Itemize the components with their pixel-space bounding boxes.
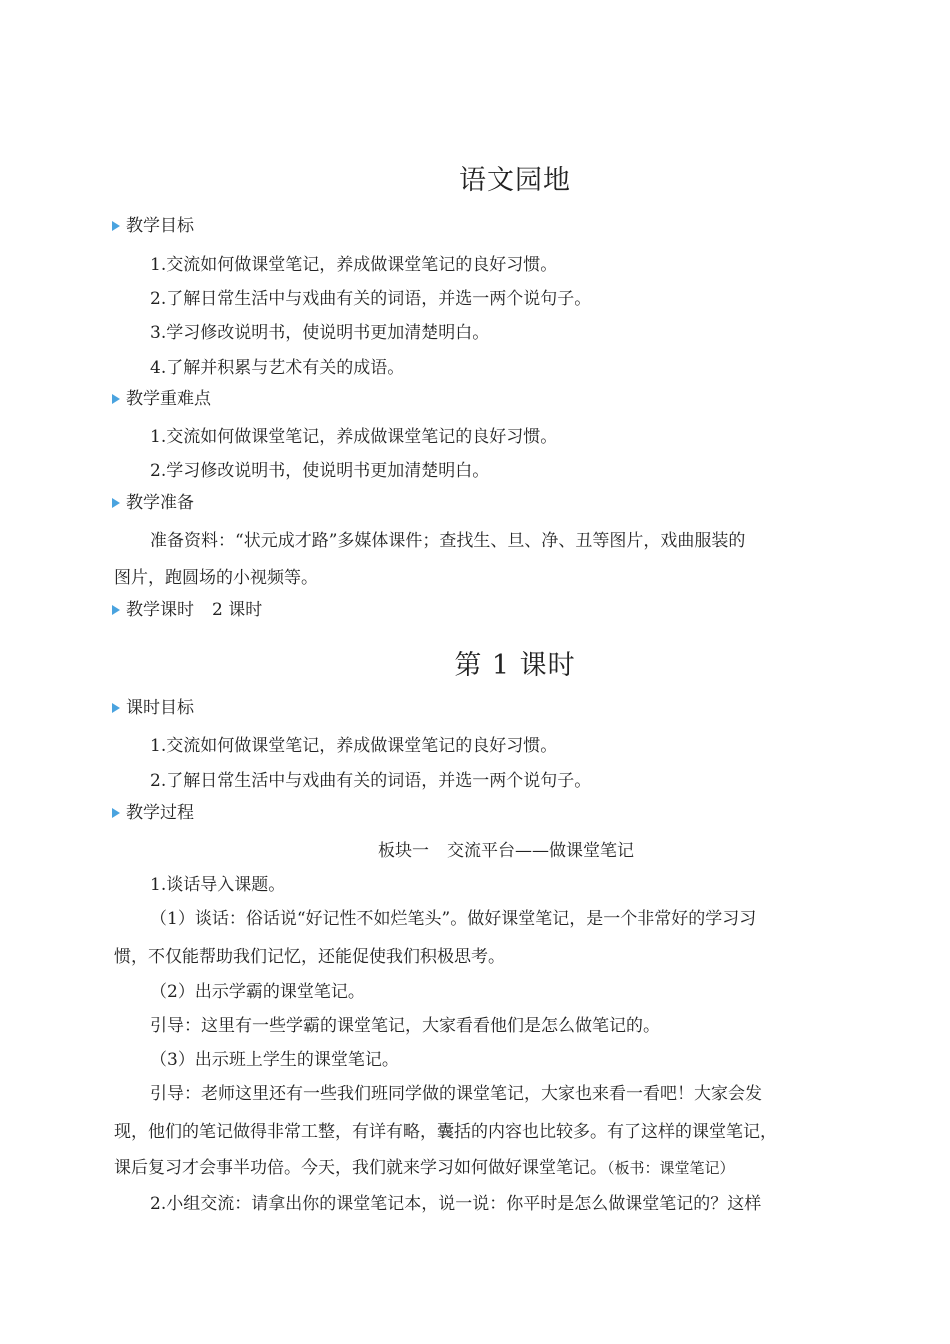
section-label: 教学准备	[126, 493, 194, 513]
lesson-goal-item: 2.了解日常生活中与戏曲有关的词语，并选一两个说句子。	[150, 771, 592, 791]
process-paragraph: （1）谈话：俗话说“好记性不如烂笔头”。做好课堂笔记，是一个非常好的学习习	[150, 909, 757, 929]
section-periods	[112, 598, 262, 622]
section-label: 教学课时	[126, 600, 194, 620]
process-text: 课后复习才会事半功倍。今天，我们就来学习如何做好课堂笔记。	[114, 1158, 607, 1178]
triangle-bullet-icon	[112, 605, 120, 615]
triangle-bullet-icon	[112, 808, 120, 818]
process-paragraph: 2.小组交流：请拿出你的课堂笔记本，说一说：你平时是怎么做课堂笔记的？这样	[150, 1194, 762, 1214]
process-paragraph	[114, 1156, 735, 1180]
periods-value: 2 课时	[212, 600, 263, 620]
objective-item: 1.交流如何做课堂笔记，养成做课堂笔记的良好习惯。	[150, 255, 558, 275]
objective-item: 4.了解并积累与艺术有关的成语。	[150, 358, 405, 378]
process-paragraph: 惯，不仅能帮助我们记忆，还能促使我们积极思考。	[114, 947, 505, 967]
process-paragraph: 引导：这里有一些学霸的课堂笔记，大家看看他们是怎么做笔记的。	[150, 1016, 660, 1036]
section-label: 教学过程	[126, 803, 194, 823]
board-note: （板书：课堂笔记）	[607, 1159, 735, 1177]
objective-item: 3.学习修改说明书，使说明书更加清楚明白。	[150, 323, 490, 343]
process-paragraph: （3）出示班上学生的课堂笔记。	[150, 1050, 399, 1070]
objective-item: 2.了解日常生活中与戏曲有关的词语，并选一两个说句子。	[150, 289, 592, 309]
section-preparation	[112, 491, 194, 515]
page-title: 语文园地	[459, 165, 571, 196]
section-label: 课时目标	[126, 698, 194, 718]
block-label: 板块一	[378, 841, 429, 861]
key-point-item: 2.学习修改说明书，使说明书更加清楚明白。	[150, 461, 490, 481]
triangle-bullet-icon	[112, 498, 120, 508]
process-paragraph: （2）出示学霸的课堂笔记。	[150, 982, 365, 1002]
section-label: 教学目标	[126, 216, 194, 236]
key-point-item: 1.交流如何做课堂笔记，养成做课堂笔记的良好习惯。	[150, 427, 558, 447]
lesson-goal-item: 1.交流如何做课堂笔记，养成做课堂笔记的良好习惯。	[150, 736, 558, 756]
section-key-points	[112, 387, 211, 411]
section-process	[112, 801, 194, 825]
section-label: 教学重难点	[126, 389, 211, 409]
triangle-bullet-icon	[112, 703, 120, 713]
triangle-bullet-icon	[112, 394, 120, 404]
preparation-line: 准备资料：“状元成才路”多媒体课件；查找生、旦、净、丑等图片，戏曲服装的	[150, 531, 746, 551]
process-paragraph: 1.谈话导入课题。	[150, 875, 286, 895]
section-lesson-goals	[112, 696, 194, 720]
process-paragraph: 引导：老师这里还有一些我们班同学做的课堂笔记，大家也来看一看吧！大家会发	[150, 1084, 762, 1104]
preparation-line: 图片，跑圆场的小视频等。	[114, 568, 318, 588]
process-paragraph: 现，他们的笔记做得非常工整，有详有略，囊括的内容也比较多。有了这样的课堂笔记，	[114, 1122, 777, 1142]
triangle-bullet-icon	[112, 221, 120, 231]
block-heading	[0, 839, 950, 863]
section-objectives	[112, 214, 194, 238]
block-name: 交流平台——做课堂笔记	[447, 841, 634, 861]
lesson-title: 第 1 课时	[454, 650, 576, 681]
